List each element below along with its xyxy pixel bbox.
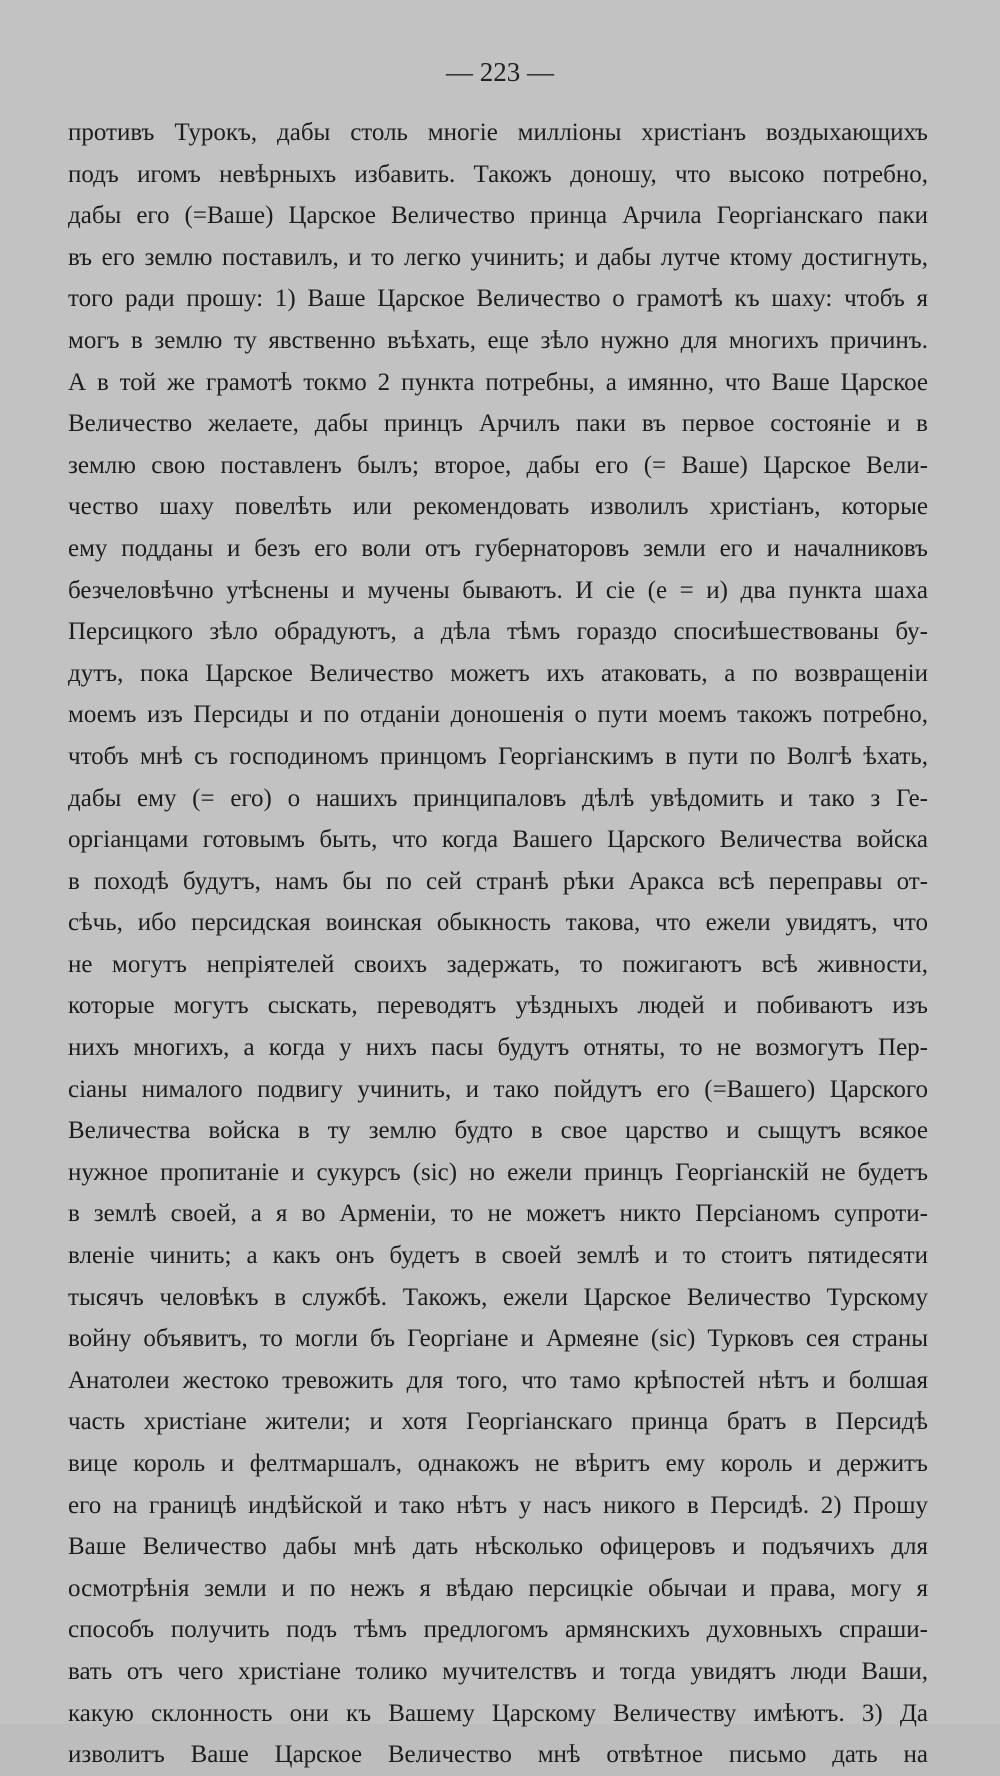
body-text [68,112,928,1776]
text-line: Ваше Величество дабы мнѣ дать нѣсколько офицеровъ и подъячихъ для [68,1533,928,1561]
text-line: сѣчь, ибо персидская воинская обыкность такова, что ежели увидятъ, что [68,909,928,937]
text-line: вице король и фелтмаршалъ, однакожъ не вѣритъ ему король и держитъ [68,1450,928,1477]
text-line: оргіанцами готовымъ быть, что когда Вашего Царского Величества войска [68,826,928,854]
text-line: ему подданы и безъ его воли отъ губернаторовъ земли его и началниковъ [68,534,928,562]
text-line: нужное пропитаніе и сукурсъ (sic) но ежели принцъ Георгіанскій не будетъ [68,1158,928,1186]
text-line: которые могутъ сыскать, переводятъ уѣздныхъ людей и побиваютъ изъ [68,992,928,1020]
text-line: нихъ многихъ, а когда у нихъ пасы будутъ отняты, то не возмогутъ Пер- [68,1034,928,1062]
text-line: изволитъ Ваше Царское Величество мнѣ отвѣтное письмо дать на [68,1741,928,1769]
page-number: — 223 — [446,57,554,87]
text-line: дабы ему (= его) о нашихъ принципаловъ дѣлѣ увѣдомить и тако з Ге- [68,784,928,812]
text-line: Величество желаете, дабы принцъ Арчилъ паки въ первое состояніе и в [68,410,928,438]
text-line: не могутъ непріятелей своихъ задержать, то пожигаютъ всѣ живности, [68,950,928,978]
text-line: сіаны нималого подвигу учинить, и тако пойдутъ его (=Вашего) Царского [68,1075,928,1103]
text-line: часть христіане жители; и хотя Георгіанскаго принца братъ в Персидѣ [68,1408,928,1436]
text-line: осмотрѣнія земли и по нежъ я вѣдаю персицкіе обычаи и права, могу я [68,1574,928,1602]
text-line: в землѣ своей, а я во Арменіи, то не можетъ никто Персіаномъ супроти- [68,1200,928,1228]
text-line: способъ получить подъ тѣмъ предлогомъ армянскихъ духовныхъ спраши- [68,1616,928,1644]
text-line: могъ в землю ту явственно въѣхать, еще зѣло нужно для многихъ причинъ. [68,326,928,354]
text-line: войну объявитъ, то могли бъ Георгіане и Армеяне (sic) Турковъ сея страны [68,1325,928,1353]
text-line: того ради прошу: 1) Ваше Царское Величество о грамотѣ къ шаху: чтобъ я [68,285,928,313]
text-line: в походѣ будутъ, намъ бы по сей странѣ рѣки Аракса всѣ переправы от- [68,867,928,895]
text-line: тысячъ человѣкъ в службѣ. Такожъ, ежели Царское Величество Турскому [68,1283,928,1311]
text-line: землю свою поставленъ былъ; второе, дабы его (= Ваше) Царское Вели- [68,451,928,479]
text-line: вленіе чинить; а какъ онъ будетъ в своей землѣ и то стоитъ пятидесяти [68,1242,928,1270]
text-line: А в той же грамотѣ токмо 2 пункта потребны, а имянно, что Ваше Царское [68,368,928,396]
text-line: Персицкого зѣло обрадуютъ, а дѣла тѣмъ гораздо спосиѣшествованы бу- [68,618,928,646]
text-line: безчеловѣчно утѣснены и мучены бываютъ. И сіе (е = и) два пункта шаха [68,576,928,604]
text-line: дабы его (=Ваше) Царское Величество принца Арчила Георгіанскаго паки [68,202,928,230]
text-line: его на границѣ индѣйской и тако нѣтъ у насъ никого в Персидѣ. 2) Прошу [68,1491,928,1519]
text-line: противъ Турокъ, дабы столь многіе милліоны христіанъ воздыхающихъ [68,119,928,146]
text-line: моемъ изъ Персиды и по отданіи доношенія о пути моемъ такожъ потребно, [68,701,928,729]
text-line: вать отъ чего христіане толико мучителствъ и тогда увидятъ люди Ваши, [68,1657,928,1685]
text-line: чество шаху повелѣть или рекомендовать изволилъ христіанъ, которые [68,493,928,521]
text-line: подъ игомъ невѣрныхъ избавить. Такожъ доношу, что высоко потребно, [68,160,928,188]
text-line: Величества войска в ту землю будто в свое царство и сыщутъ всякое [68,1117,928,1145]
text-line: чтобъ мнѣ съ господиномъ принцомъ Георгіанскимъ в пути по Волгѣ ѣхать, [68,742,928,770]
text-line: въ его землю поставилъ, и то легко учинить; и дабы лутче ктому достигнуть, [68,243,928,271]
text-line: Анатолеи жестоко тревожить для того, что тамо крѣпостей нѣтъ и болшая [68,1366,928,1394]
text-line: дутъ, пока Царское Величество можетъ ихъ атаковать, а по возвращеніи [68,659,928,687]
text-line: какую склонность они къ Вашему Царскому Величеству имѣютъ. 3) Да [68,1699,928,1727]
